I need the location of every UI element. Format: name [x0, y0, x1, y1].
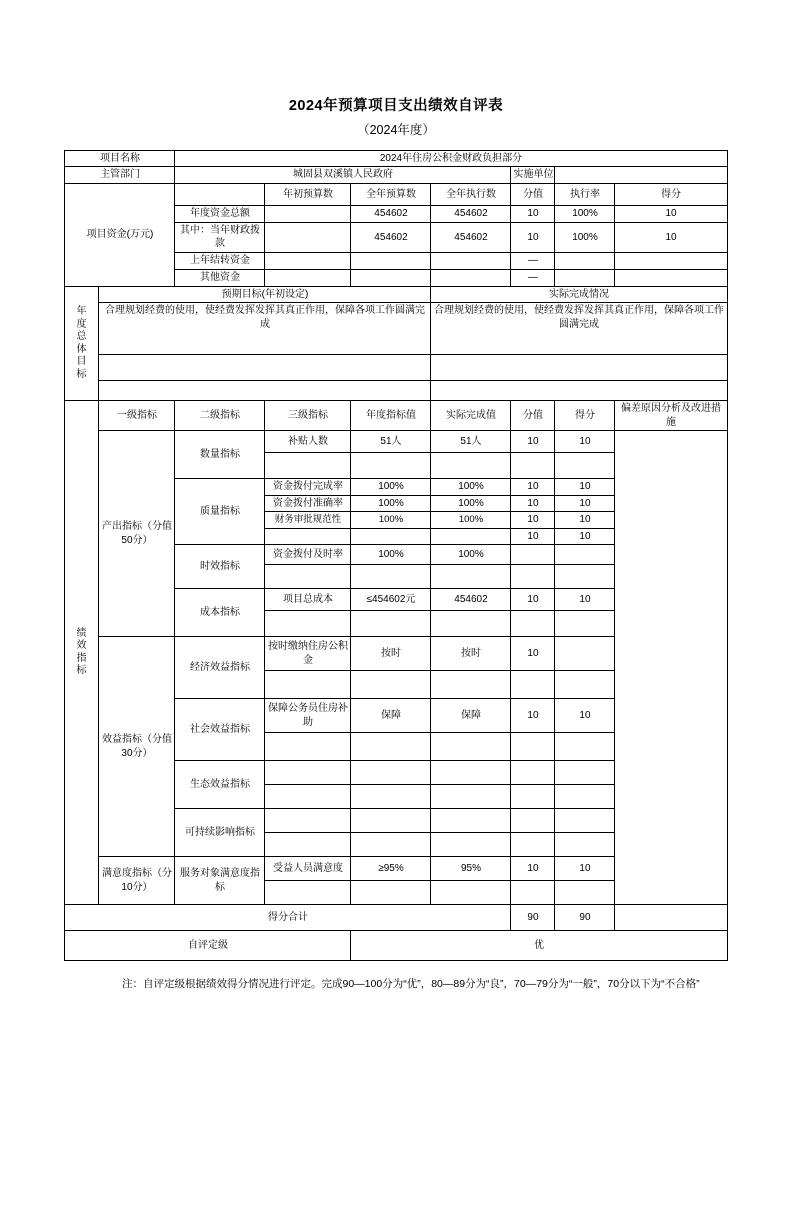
indicator-score: [555, 545, 615, 565]
indicator-actual: [431, 881, 511, 905]
indicator-l3: 项目总成本: [265, 589, 351, 611]
grade-label: 自评定级: [65, 931, 351, 961]
indicator-target: [351, 761, 431, 785]
indicator-l3: 按时缴纳住房公积金: [265, 637, 351, 671]
indicator-target: 按时: [351, 637, 431, 671]
indicator-header-score-value: 分值: [511, 401, 555, 431]
indicator-target: [351, 671, 431, 699]
indicator-actual: 100%: [431, 495, 511, 512]
indicator-score-value: 10: [511, 528, 555, 545]
indicator-score: [555, 733, 615, 761]
indicator-target: [351, 881, 431, 905]
indicator-l2: 可持续影响指标: [175, 809, 265, 857]
total-score-label: 得分合计: [65, 905, 511, 931]
funds-header-rate: 执行率: [555, 183, 615, 205]
indicator-actual: [431, 733, 511, 761]
indicator-actual: [431, 785, 511, 809]
page-subtitle: （2024年度）: [357, 122, 435, 137]
indicator-actual: [431, 809, 511, 833]
indicator-score-value: 10: [511, 479, 555, 496]
goal-expected-blank-2: [99, 381, 431, 401]
indicator-l3: [265, 761, 351, 785]
indicator-target: [351, 809, 431, 833]
funds-row-score-value: 10: [511, 205, 555, 222]
indicator-score: [555, 785, 615, 809]
indicator-l2: 经济效益指标: [175, 637, 265, 699]
indicator-score: [555, 565, 615, 589]
implement-unit-label: 实施单位: [511, 167, 555, 184]
total-score-value: 90: [511, 905, 555, 931]
indicator-target: 51人: [351, 431, 431, 453]
goal-expected-blank: [99, 355, 431, 381]
indicator-score: [555, 833, 615, 857]
indicator-header-score: 得分: [555, 401, 615, 431]
indicator-l2: 服务对象满意度指标: [175, 857, 265, 905]
indicator-score-value: 10: [511, 857, 555, 881]
funds-row-begin: [265, 269, 351, 286]
indicator-score: 10: [555, 699, 615, 733]
indicator-target: 100%: [351, 512, 431, 529]
funds-row-exec: [431, 252, 511, 269]
total-deviation: [615, 905, 727, 931]
goal-expected-text: 合理规划经费的使用，使经费发挥发挥其真正作用，保障各项工作圆满完成: [99, 303, 431, 355]
benefit-indicator-label: 效益指标（分值30分）: [99, 637, 175, 857]
indicator-l3: [265, 833, 351, 857]
table-row: [65, 303, 727, 355]
indicator-score: 10: [555, 512, 615, 529]
table-row: [65, 150, 727, 167]
funds-row-score: 10: [615, 205, 727, 222]
indicator-score-value: [511, 785, 555, 809]
indicator-actual: [431, 528, 511, 545]
goal-actual-text: 合理规划经费的使用，使经费发挥发挥其真正作用，保障各项工作圆满完成: [431, 303, 727, 355]
page-title: 2024年预算项目支出绩效自评表: [288, 98, 504, 114]
indicator-header-target: 年度指标值: [351, 401, 431, 431]
funds-col-blank: [175, 183, 265, 205]
indicator-score-value: 10: [511, 431, 555, 453]
indicator-actual: [431, 671, 511, 699]
indicator-target: ≤454602元: [351, 589, 431, 611]
indicator-score-value: 10: [511, 699, 555, 733]
indicator-actual: [431, 761, 511, 785]
indicator-l3: [265, 785, 351, 809]
funds-header-score: 得分: [615, 183, 727, 205]
output-indicator-label: 产出指标（分值50分）: [99, 431, 175, 637]
indicator-l3: 保障公务员住房补助: [265, 699, 351, 733]
indicator-score: 10: [555, 431, 615, 453]
performance-self-evaluation-table: [64, 150, 727, 962]
funds-row-exec: 454602: [431, 205, 511, 222]
indicator-actual: [431, 611, 511, 637]
table-row: [65, 355, 727, 381]
indicator-score: [555, 611, 615, 637]
indicator-target: ≥95%: [351, 857, 431, 881]
indicator-l3: 资金拨付及时率: [265, 545, 351, 565]
grade-value: 优: [351, 931, 727, 961]
indicator-l3: [265, 809, 351, 833]
indicator-score-value: 10: [511, 589, 555, 611]
indicator-l3: [265, 733, 351, 761]
indicator-header-deviation: 偏差原因分析及改进措施: [615, 401, 727, 431]
indicator-score-value: 10: [511, 637, 555, 671]
funds-row-score-value: 10: [511, 222, 555, 252]
deviation-cell: [615, 431, 727, 905]
table-row: [65, 286, 727, 303]
funds-row-name: 其他资金: [175, 269, 265, 286]
goal-actual-header: 实际完成情况: [431, 286, 727, 303]
indicator-actual: [431, 565, 511, 589]
indicator-score-value: [511, 881, 555, 905]
funds-row-rate: 100%: [555, 222, 615, 252]
goal-actual-blank-2: [431, 381, 727, 401]
indicator-target: [351, 833, 431, 857]
title-block: [0, 96, 792, 140]
indicator-target: 100%: [351, 495, 431, 512]
indicator-actual: 按时: [431, 637, 511, 671]
indicator-actual: 51人: [431, 431, 511, 453]
indicator-actual: 454602: [431, 589, 511, 611]
indicator-l2: 成本指标: [175, 589, 265, 637]
funds-header-begin: 年初预算数: [265, 183, 351, 205]
funds-row-begin: [265, 222, 351, 252]
indicator-score: 10: [555, 857, 615, 881]
goal-actual-blank: [431, 355, 727, 381]
implement-unit-value: [555, 167, 727, 184]
project-name-value: 2024年住房公积金财政负担部分: [175, 150, 727, 167]
funds-row-name: 年度资金总额: [175, 205, 265, 222]
funds-row-rate: [555, 252, 615, 269]
indicator-target: 100%: [351, 545, 431, 565]
indicator-score-value: [511, 565, 555, 589]
funds-label: 项目资金(万元): [65, 183, 175, 286]
indicator-score-value: [511, 833, 555, 857]
funds-row-name: 上年结转资金: [175, 252, 265, 269]
indicator-l2: 时效指标: [175, 545, 265, 589]
indicator-target: [351, 528, 431, 545]
indicator-l3: [265, 881, 351, 905]
indicator-target: [351, 611, 431, 637]
funds-header-annual: 全年预算数: [351, 183, 431, 205]
satisfaction-indicator-label: 满意度指标（分10分）: [99, 857, 175, 905]
indicator-target: [351, 453, 431, 479]
table-row: [65, 431, 727, 453]
indicator-target: 保障: [351, 699, 431, 733]
indicator-actual: [431, 453, 511, 479]
indicator-score: [555, 453, 615, 479]
funds-row-score-value: —: [511, 269, 555, 286]
table-row: [65, 167, 727, 184]
indicator-l2: 生态效益指标: [175, 761, 265, 809]
funds-row-exec: [431, 269, 511, 286]
funds-header-exec: 全年执行数: [431, 183, 511, 205]
funds-row-score: [615, 252, 727, 269]
funds-row-annual: [351, 252, 431, 269]
funds-row-annual: 454602: [351, 205, 431, 222]
funds-row-annual: [351, 269, 431, 286]
funds-row-score: [615, 269, 727, 286]
indicator-actual: 保障: [431, 699, 511, 733]
indicator-score-value: 10: [511, 512, 555, 529]
table-row: [65, 183, 727, 205]
indicator-score-value: [511, 611, 555, 637]
indicator-score: [555, 881, 615, 905]
authority-value: 城固县双溪镇人民政府: [175, 167, 511, 184]
indicator-l3: [265, 565, 351, 589]
funds-row-begin: [265, 252, 351, 269]
footnote: 注：自评定级根据绩效得分情况进行评定。完成90—100分为“优”，80—89分为“良”，70—79分为“一般”，70分以下为“不合格”: [122, 978, 700, 991]
indicator-score-value: [511, 671, 555, 699]
table-row: [65, 401, 727, 431]
indicator-score: [555, 671, 615, 699]
funds-row-exec: 454602: [431, 222, 511, 252]
project-name-label: 项目名称: [65, 150, 175, 167]
funds-header-score-value: 分值: [511, 183, 555, 205]
indicator-header-l3: 三级指标: [265, 401, 351, 431]
indicator-target: 100%: [351, 479, 431, 496]
indicator-score-value: [511, 453, 555, 479]
funds-row-rate: [555, 269, 615, 286]
indicator-l3: 受益人员满意度: [265, 857, 351, 881]
indicator-score: 10: [555, 528, 615, 545]
indicator-score: 10: [555, 495, 615, 512]
indicator-l2: 社会效益指标: [175, 699, 265, 761]
indicator-actual: 95%: [431, 857, 511, 881]
total-score: 90: [555, 905, 615, 931]
indicator-target: [351, 785, 431, 809]
goal-expected-header: 预期目标(年初设定): [99, 286, 431, 303]
indicator-score-value: [511, 809, 555, 833]
annual-goal-side-label: 年 度 总 体 目 标: [65, 286, 99, 401]
indicator-l3: 补贴人数: [265, 431, 351, 453]
indicator-score-value: [511, 733, 555, 761]
table-row: [65, 931, 727, 961]
indicator-l2: 数量指标: [175, 431, 265, 479]
funds-row-begin: [265, 205, 351, 222]
indicator-score: [555, 637, 615, 671]
indicator-l3: [265, 453, 351, 479]
indicator-l3: [265, 611, 351, 637]
indicator-target: [351, 565, 431, 589]
indicator-l2: 质量指标: [175, 479, 265, 545]
indicator-score: [555, 809, 615, 833]
indicator-header-l2: 二级指标: [175, 401, 265, 431]
indicator-score: 10: [555, 589, 615, 611]
indicator-score-value: 10: [511, 495, 555, 512]
funds-row-score: 10: [615, 222, 727, 252]
table-row: [65, 905, 727, 931]
performance-side-label: 绩 效 指 标: [65, 401, 99, 905]
indicator-header-actual: 实际完成值: [431, 401, 511, 431]
authority-label: 主管部门: [65, 167, 175, 184]
indicator-target: [351, 733, 431, 761]
funds-row-score-value: —: [511, 252, 555, 269]
funds-row-rate: 100%: [555, 205, 615, 222]
indicator-score: 10: [555, 479, 615, 496]
indicator-l3: [265, 528, 351, 545]
indicator-actual: 100%: [431, 545, 511, 565]
document-page: [0, 96, 792, 1217]
table-row: [65, 381, 727, 401]
indicator-l3: 资金拨付完成率: [265, 479, 351, 496]
funds-row-name: 其中：当年财政拨款: [175, 222, 265, 252]
indicator-actual: 100%: [431, 479, 511, 496]
indicator-score-value: [511, 545, 555, 565]
indicator-score-value: [511, 761, 555, 785]
indicator-l3: 资金拨付准确率: [265, 495, 351, 512]
indicator-score: [555, 761, 615, 785]
indicator-l3: [265, 671, 351, 699]
indicator-actual: 100%: [431, 512, 511, 529]
indicator-header-l1: 一级指标: [99, 401, 175, 431]
funds-row-annual: 454602: [351, 222, 431, 252]
indicator-l3: 财务审批规范性: [265, 512, 351, 529]
indicator-actual: [431, 833, 511, 857]
